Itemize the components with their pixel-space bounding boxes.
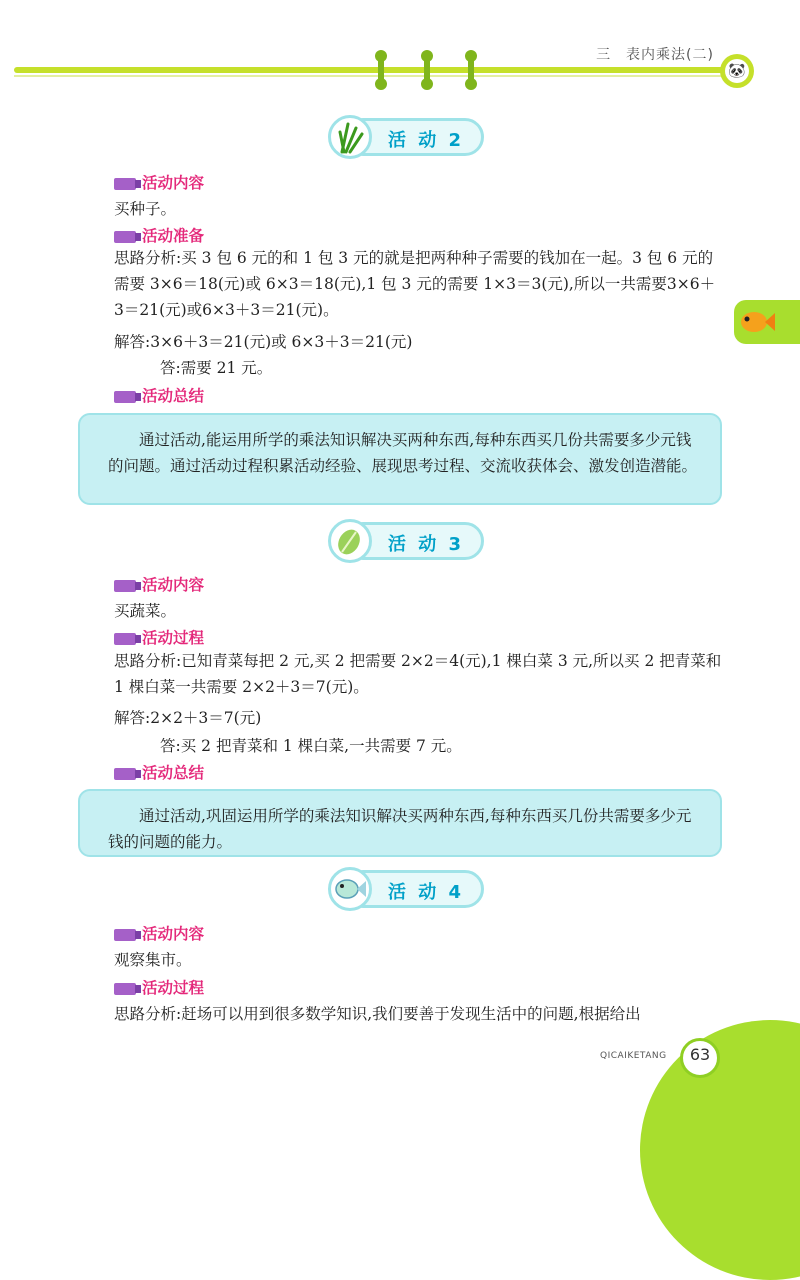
bookmark-icon [114, 580, 136, 592]
bookmark-icon [114, 983, 136, 995]
reply-line: 答:买 2 把青菜和 1 棵白菜,一共需要 7 元。 [160, 737, 462, 755]
bookmark-icon [114, 391, 136, 403]
reply-line: 答:需要 21 元。 [160, 359, 273, 377]
page-number: 63 [689, 1045, 711, 1064]
section-heading: 活动过程 [114, 976, 204, 998]
bookmark-icon [114, 178, 136, 190]
grass-icon-drawing [334, 118, 366, 156]
panda-face-icon: 🐼 [725, 59, 749, 83]
analysis-paragraph: 思路分析:赶场可以用到很多数学知识,我们要善于发现生活中的问题,根据给出 [114, 1005, 641, 1023]
content-text: 买蔬菜。 [114, 602, 177, 620]
section-heading: 活动内容 [114, 573, 204, 595]
binder-pin-icon [424, 52, 430, 88]
section-heading: 活动总结 [114, 761, 204, 783]
summary-box: 通过活动,能运用所学的乘法知识解决买两种东西,每种东西买几份共需要多少元钱的问题。通过活动过程积累活动经验、展现思考过程、交流收获体会、激发创造潜能。 [78, 413, 722, 505]
answer-line: 解答:2×2＋3＝7(元) [114, 709, 262, 727]
goldfish-icon [736, 305, 776, 339]
section-heading: 活动准备 [114, 224, 204, 246]
footer-brand: QICAIKETANG [600, 1051, 667, 1061]
binder-pin-icon [468, 52, 474, 88]
bookmark-icon [114, 633, 136, 645]
bookmark-icon [114, 768, 136, 780]
analysis-paragraph: 思路分析:已知青菜每把 2 元,买 2 把需要 2×2＝4(元),1 棵白菜 3 元,所以买 2 把青菜和 1 棵白菜一共需要 2×2＋3＝7(元)。 [114, 652, 722, 696]
chapter-title: 三 表内乘法(二) [596, 47, 714, 63]
section-heading: 活动总结 [114, 384, 204, 406]
bookmark-icon [114, 929, 136, 941]
cabbage-icon-drawing [334, 524, 366, 558]
content-text: 观察集市。 [114, 951, 192, 969]
section-heading: 活动过程 [114, 626, 204, 648]
answer-line: 解答:3×6＋3＝21(元)或 6×3＋3＝21(元) [114, 333, 413, 351]
summary-box: 通过活动,巩固运用所学的乘法知识解决买两种东西,每种东西买几份共需要多少元钱的问题的能力。 [78, 789, 722, 857]
fish-icon-drawing [332, 872, 368, 906]
activity-4-title: 活 动 4 [388, 882, 465, 903]
analysis-paragraph: 思路分析:买 3 包 6 元的和 1 包 3 元的就是把两种种子需要的钱加在一起。3 包 6 元的需要 3×6＝18(元)或 6×3＝18(元),1 包 3 元的需要 1×3＝3(元),所以一共需要3×6＋3＝21(元)或6×3＋3＝21(元)。 [114, 249, 716, 319]
binder-pin-icon [378, 52, 384, 88]
header-rule-thin [14, 75, 738, 77]
activity-3-title: 活 动 3 [388, 534, 465, 555]
bookmark-icon [114, 231, 136, 243]
section-heading: 活动内容 [114, 922, 204, 944]
section-heading: 活动内容 [114, 171, 204, 193]
activity-2-title: 活 动 2 [388, 130, 465, 151]
content-text: 买种子。 [114, 200, 177, 218]
header-rule [14, 67, 738, 73]
